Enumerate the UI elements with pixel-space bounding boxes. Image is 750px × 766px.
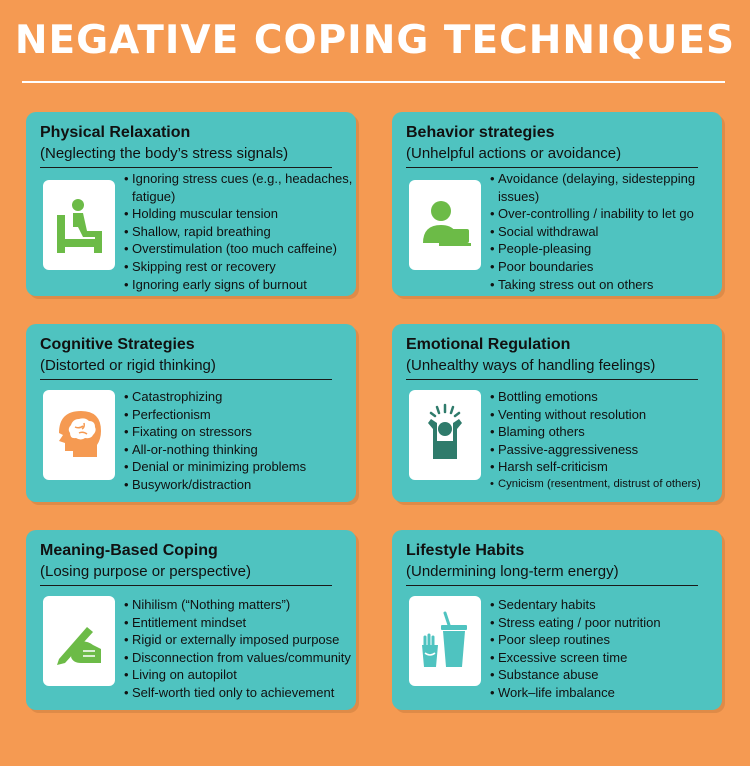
title-divider (22, 81, 725, 83)
stressed-person-icon (417, 403, 473, 467)
card-title: Meaning-Based Coping (40, 542, 218, 559)
card-subtitle: (Unhelpful actions or avoidance) (406, 145, 622, 162)
card-title: Emotional Regulation (406, 336, 571, 353)
list-item: • Venting without resolution (490, 406, 722, 424)
icon-tile (43, 180, 115, 270)
list-item: • Living on autopilot (124, 666, 356, 684)
list-item: • Perfectionism (124, 406, 356, 424)
list-item: • Substance abuse (490, 666, 722, 684)
list-item: • Social withdrawal (490, 223, 722, 241)
card-subtitle: (Neglecting the body’s stress signals) (40, 145, 289, 162)
card-divider (40, 167, 332, 168)
icon-tile (43, 596, 115, 686)
card-divider (406, 379, 698, 380)
card-lifestyle-habits (392, 530, 722, 710)
card-physical-relaxation (26, 112, 356, 296)
icon-tile (43, 390, 115, 480)
list-item: • Nihilism (“Nothing matters”) (124, 596, 356, 614)
person-laptop-icon (417, 193, 473, 257)
icon-tile (409, 390, 481, 480)
list-item: • Shallow, rapid breathing (124, 223, 356, 241)
list-item: • Stress eating / poor nutrition (490, 614, 722, 632)
list-item: • Excessive screen time (490, 649, 722, 667)
page-title: NEGATIVE COPING TECHNIQUES (14, 18, 736, 63)
card-behavior-strategies (392, 112, 722, 296)
card-emotional-regulation (392, 324, 722, 502)
list-item: • All-or-nothing thinking (124, 441, 356, 459)
list-item: • Overstimulation (too much caffeine) (124, 240, 356, 258)
card-divider (406, 585, 698, 586)
card-subtitle: (Undermining long-term energy) (406, 563, 619, 580)
list-item: • Disconnection from values/community (124, 649, 356, 667)
card-subtitle: (Distorted or rigid thinking) (40, 357, 216, 374)
card-title: Lifestyle Habits (406, 542, 525, 559)
list-item: • People-pleasing (490, 240, 722, 258)
list-item: • Work–life imbalance (490, 684, 722, 702)
list-item: • Denial or minimizing problems (124, 458, 356, 476)
icon-tile (409, 180, 481, 270)
list-item: • Blaming others (490, 423, 722, 441)
fast-food-icon (417, 609, 473, 673)
armchair-person-icon (51, 193, 107, 257)
list-item: • Poor sleep routines (490, 631, 722, 649)
list-item: • Sedentary habits (490, 596, 722, 614)
list-item: • Catastrophizing (124, 388, 356, 406)
head-brain-icon (51, 403, 107, 467)
list-item: • Skipping rest or recovery (124, 258, 356, 276)
list-item: • Harsh self-criticism (490, 458, 722, 476)
list-item: • Fixating on stressors (124, 423, 356, 441)
list-item: • Taking stress out on others (490, 276, 722, 294)
card-divider (40, 379, 332, 380)
card-divider (406, 167, 698, 168)
card-subtitle: (Unhealthy ways of handling feelings) (406, 357, 656, 374)
list-item: • Rigid or externally imposed purpose (124, 631, 356, 649)
card-title: Cognitive Strategies (40, 336, 195, 353)
card-divider (40, 585, 332, 586)
card-title: Behavior strategies (406, 124, 555, 141)
card-title: Physical Relaxation (40, 124, 191, 141)
card-cognitive-strategies (26, 324, 356, 502)
list-item: • Avoidance (delaying, sidestepping issues) (490, 170, 722, 205)
list-item: • Self-worth tied only to achievement (124, 684, 356, 702)
icon-tile (409, 596, 481, 686)
card-meaning-based-coping (26, 530, 356, 710)
list-item: • Bottling emotions (490, 388, 722, 406)
card-subtitle: (Losing purpose or perspective) (40, 563, 251, 580)
list-item: • Cynicism (resentment, distrust of others) (490, 476, 722, 494)
list-item: • Ignoring stress cues (e.g., headaches, fatigue) (124, 170, 356, 205)
hand-writing-icon (51, 609, 107, 673)
list-item: • Entitlement mindset (124, 614, 356, 632)
list-item: • Holding muscular tension (124, 205, 356, 223)
list-item: • Passive-aggressiveness (490, 441, 722, 459)
list-item: • Ignoring early signs of burnout (124, 276, 356, 294)
list-item: • Over-controlling / inability to let go (490, 205, 722, 223)
list-item: • Busywork/distraction (124, 476, 356, 494)
list-item: • Poor boundaries (490, 258, 722, 276)
